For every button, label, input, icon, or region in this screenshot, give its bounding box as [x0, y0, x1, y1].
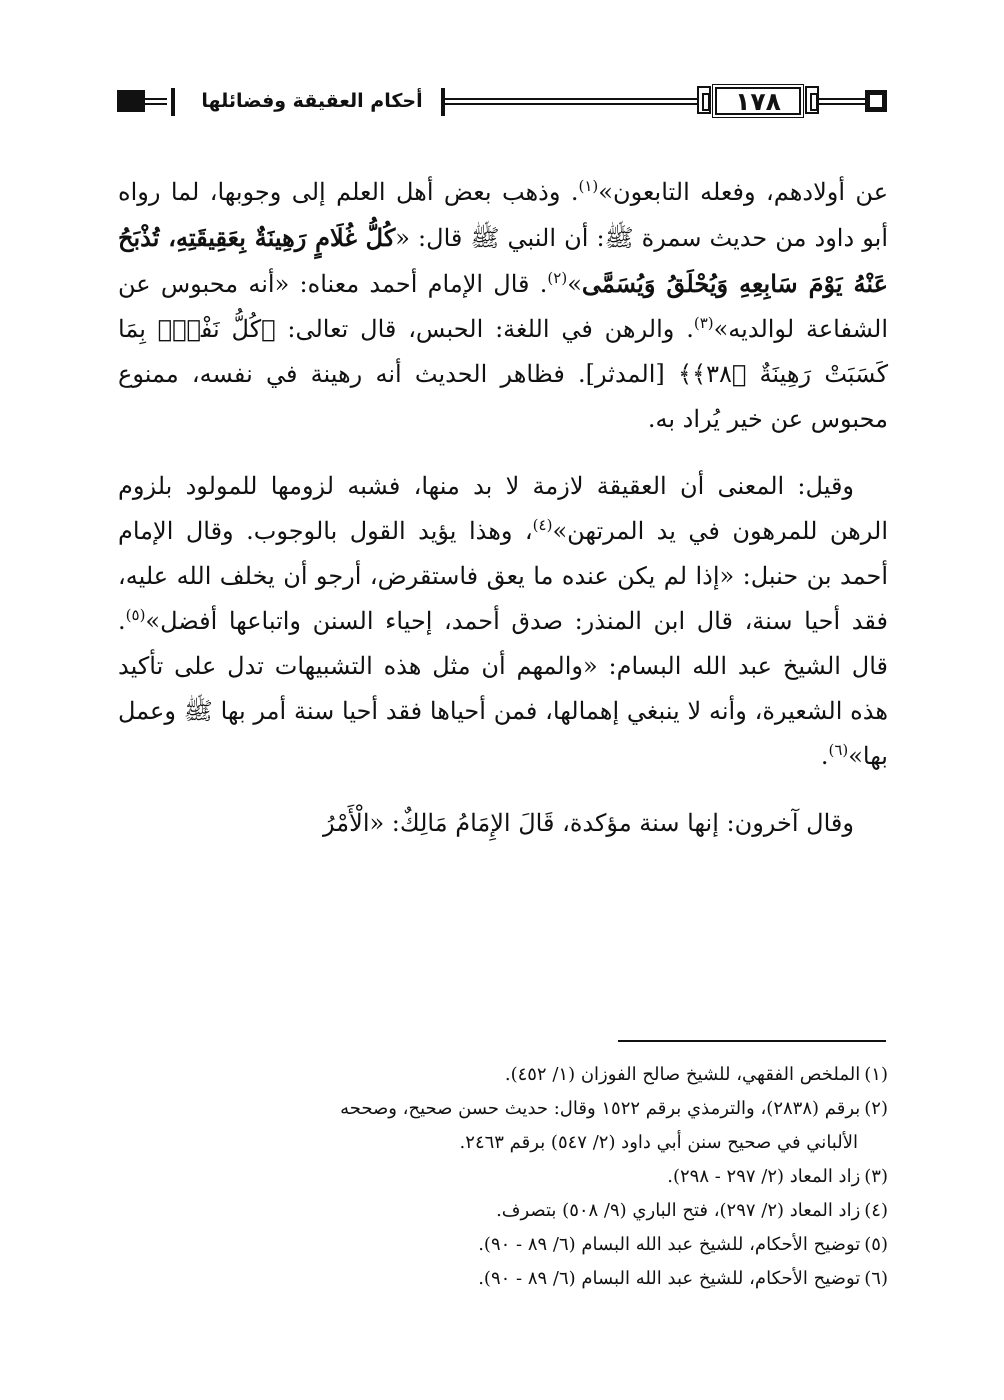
footnote-text: زاد المعاد (٢/ ٢٩٧ - ٢٩٨). — [667, 1166, 861, 1187]
header-ornament-block-icon — [117, 90, 145, 112]
page-header — [117, 84, 887, 124]
fret-ornament-icon — [805, 86, 819, 114]
running-title: أحكام العقيقة وفضائلها — [201, 90, 423, 112]
footnote-ref: (٦) — [828, 741, 849, 759]
footnote-text: توضيح الأحكام، للشيخ عبد الله البسام (٦/ ٨٩ - ٩٠). — [478, 1268, 861, 1289]
footnote — [118, 1092, 888, 1160]
text-run: . وذهب بعض أهل العلم إلى وجوبها، لما رواه أبو داود من حديث سمرة ﷺ: أن النبي ﷺ قال: « — [118, 178, 888, 252]
footnote — [118, 1194, 888, 1228]
header-ornament-square-icon — [865, 90, 887, 112]
footnote-number: (٢) — [864, 1098, 888, 1119]
text-run: . قال الشيخ عبد الله البسام: «والمهم أن مثل هذه التشبيهات تدل على تأكيد هذه الشعيرة، وأنه لا ينبغي إهمالها، فمن أحياها فقد أحيا سنة أمر بها ﷺ وعمل بها» — [118, 607, 888, 770]
header-rule — [445, 98, 697, 105]
footnote-ref: (٤) — [532, 516, 553, 534]
footnote-ref: (١) — [578, 177, 599, 195]
footnote — [118, 1262, 888, 1296]
hadith-text: كُلُّ غُلَامٍ رَهِينَةٌ بِعَقِيقَتِهِ، تُذْبَحُ عَنْهُ يَوْمَ سَابِعِهِ وَيُحْلَقُ وَيُسَمَّى — [118, 223, 888, 298]
text-run: . — [820, 742, 829, 770]
footnote — [118, 1058, 888, 1092]
text-run: وقيل: المعنى أن العقيقة لازمة لا بد منها، فشبه لزومها للمولود بلزوم الرهن للمرهون في يد المرتهن» — [118, 472, 889, 545]
footnote-number: (٥) — [864, 1234, 888, 1255]
main-text — [118, 170, 888, 868]
header-divider — [171, 88, 175, 116]
header-divider — [441, 88, 445, 116]
footnote-continuation: الألباني في صحيح سنن أبي داود (٢/ ٥٤٧) برقم ٢٤٦٣. — [459, 1132, 858, 1153]
footnote-text: توضيح الأحكام، للشيخ عبد الله البسام (٦/ ٨٩ - ٩٠). — [478, 1234, 861, 1255]
footnotes — [118, 1058, 888, 1296]
footnote — [118, 1160, 888, 1194]
paragraph — [118, 170, 888, 442]
text-run: » — [567, 270, 582, 298]
paragraph — [118, 801, 888, 846]
header-rule — [819, 98, 865, 105]
footnote-ref: (٥) — [125, 606, 146, 624]
header-rule — [145, 98, 167, 105]
footnote-number: (٦) — [864, 1268, 888, 1289]
footnote-number: (٣) — [864, 1166, 888, 1187]
footnote-text: زاد المعاد (٢/ ٢٩٧)، فتح الباري (٩/ ٥٠٨) بتصرف. — [496, 1200, 861, 1221]
page-number-frame — [697, 84, 819, 118]
text-run: . والرهن في اللغة: الحبس، قال تعالى: ﴿كُلُّ نَفْسٍۭ بِمَا كَسَبَتْ رَهِينَةٌ ﴿٣٨﴾﴾ [المدثر]. فظاهر الحديث أنه رهينة في نفسه، ممنوع محبوس عن خير يُراد به. — [118, 315, 888, 433]
footnote-ref: (٣) — [693, 314, 714, 332]
footnote-number: (١) — [864, 1064, 888, 1085]
footnote — [118, 1228, 888, 1262]
text-run: . قال الإمام أحمد معناه: «أنه محبوس عن الشفاعة لوالديه» — [118, 270, 888, 343]
footnote-number: (٤) — [864, 1200, 888, 1221]
text-run: ، وهذا يؤيد القول بالوجوب. وقال الإمام أحمد بن حنبل: «إذا لم يكن عنده ما يعق فاستقرض، أرجو أن يخلف الله عليه، فقد أحيا سنة، قال ابن المنذر: صدق أحمد، إحياء السنن واتباعها أفضل» — [118, 517, 888, 635]
text-run: عن أولادهم، وفعله التابعون» — [598, 178, 889, 206]
paragraph — [118, 464, 888, 779]
footnote-separator — [618, 1040, 886, 1042]
footnote-text: الملخص الفقهي، للشيخ صالح الفوزان (١/ ٤٥٢). — [504, 1064, 861, 1085]
fret-ornament-icon — [697, 86, 711, 114]
text-run: وقال آخرون: إنها سنة مؤكدة، قَالَ الإِمَامُ مَالِكٌ: «الْأَمْرُ — [323, 809, 854, 837]
page-number: ١٧٨ — [715, 87, 801, 115]
footnote-ref: (٢) — [547, 269, 568, 287]
footnote-text: برقم (٢٨٣٨)، والترمذي برقم ١٥٢٢ وقال: حديث حسن صحيح، وصححه — [340, 1098, 861, 1119]
